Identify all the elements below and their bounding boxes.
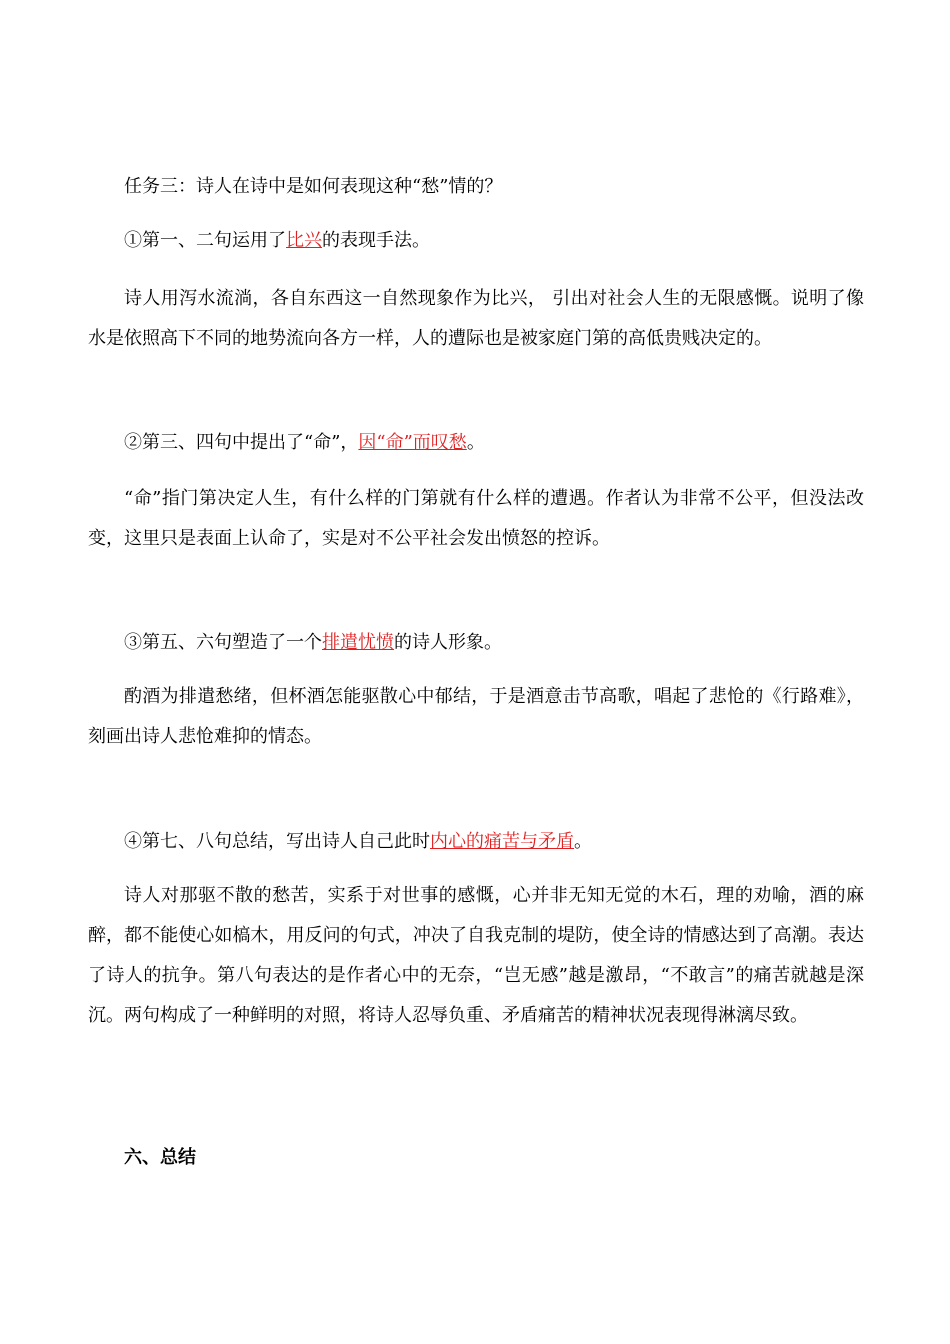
point-1-highlight: 比兴 xyxy=(286,230,322,251)
point-4-body: 诗人对那驱不散的愁苦，实系于对世事的感慨，心并非无知无觉的木石，理的劝喻，酒的麻醉，都不能使心如槁木，用反问的句式，冲决了自我克制的堤防，使全诗的情感达到了高潮。表达了诗人的抗争。第八句表达的是作者心中的无奈，“岂无感”越是激昂，“不敢言”的痛苦就越是深沉。两句构成了一种鲜明的对照，将诗人忍辱负重、矛盾痛苦的精神状况表现得淋漓尽致。 xyxy=(88,885,864,1026)
section-title-text: 六、总结 xyxy=(124,1147,196,1168)
point-1-body: 诗人用泻水流淌，各自东西这一自然现象作为比兴， 引出对社会人生的无限感慨。说明了像水是依照高下不同的地势流向各方一样，人的遭际也是被家庭门第的高低贵贱决定的。 xyxy=(88,288,864,349)
point-4-suffix: 。 xyxy=(574,831,592,852)
point-3-suffix: 的诗人形象。 xyxy=(394,632,502,653)
point-2-heading xyxy=(124,423,878,463)
point-4-highlight: 内心的痛苦与矛盾 xyxy=(430,831,574,852)
section-title xyxy=(124,1138,878,1178)
point-4-prefix: ④第七、八句总结，写出诗人自己此时 xyxy=(124,831,430,852)
point-2-prefix: ②第三、四句中提出了“命”， xyxy=(124,432,359,453)
point-2-body: “命”指门第决定人生，有什么样的门第就有什么样的遭遇。作者认为非常不公平，但没法改变，这里只是表面上认命了，实是对不公平社会发出愤怒的控诉。 xyxy=(88,488,864,549)
point-3-body: 酌酒为排遣愁绪，但杯酒怎能驱散心中郁结，于是酒意击节高歌，唱起了悲怆的《行路难》，刻画出诗人悲怆难抑的情态。 xyxy=(88,686,864,747)
task-heading xyxy=(124,167,878,207)
point-1-prefix: ①第一、二句运用了 xyxy=(124,230,286,251)
point-3-prefix: ③第五、六句塑造了一个 xyxy=(124,632,322,653)
task-heading-text: 任务三：诗人在诗中是如何表现这种“愁”情的？ xyxy=(124,176,503,197)
point-3-heading xyxy=(124,623,878,663)
point-4-heading xyxy=(124,822,878,862)
point-2-suffix: 。 xyxy=(466,432,485,453)
point-1-suffix: 的表现手法。 xyxy=(322,230,430,251)
point-3-highlight: 排遣忧愤 xyxy=(322,632,394,653)
point-2-highlight: 因“命”而叹愁 xyxy=(358,432,467,453)
point-1-heading xyxy=(124,221,878,261)
